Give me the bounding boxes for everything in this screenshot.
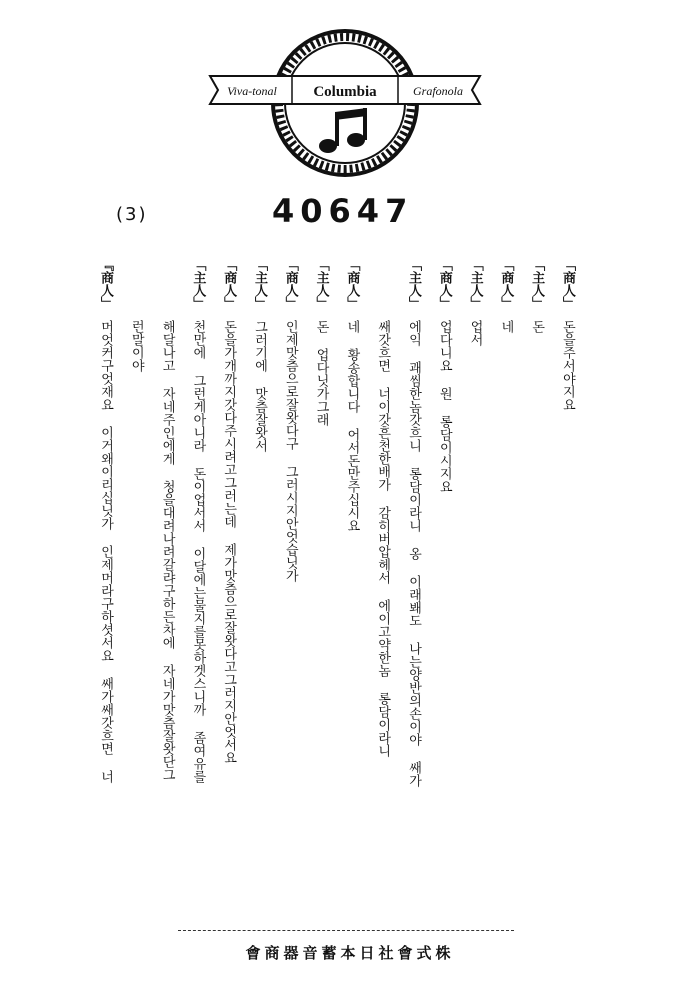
dialogue-text: 네 bbox=[498, 320, 514, 333]
footer-company-name: 會商器音蓄本日社會式株 bbox=[245, 944, 455, 962]
script-line bbox=[281, 258, 299, 918]
speaker-label: 「主人」 bbox=[190, 258, 206, 310]
speaker-label: 「主人」 bbox=[251, 258, 267, 310]
script-line bbox=[188, 258, 206, 918]
logo-right-text: Grafonola bbox=[412, 84, 464, 98]
speaker-label: 「主人」 bbox=[467, 258, 483, 310]
script-line bbox=[219, 258, 237, 918]
script-line bbox=[496, 258, 514, 918]
script-line bbox=[527, 258, 545, 918]
script-line bbox=[373, 258, 391, 918]
dialogue-text: 런말이야 bbox=[128, 320, 144, 372]
script-line bbox=[435, 258, 453, 918]
dialogue-text: 돈 bbox=[529, 320, 545, 333]
speaker-label: 「商人」 bbox=[498, 258, 514, 310]
speaker-label: 「商人」 bbox=[436, 258, 452, 310]
speaker-label: 「商人」 bbox=[559, 258, 575, 310]
speaker-label: 『商人」 bbox=[98, 258, 113, 310]
dialogue-text: 돈을가개까지갓다주시려고그러는데 제가맛츰으로잘왓다고그러지안엇서요 bbox=[221, 320, 237, 764]
logo-left-text: Viva-tonal bbox=[227, 84, 277, 98]
page-number: (3) bbox=[116, 204, 148, 225]
dialogue-text: 에익 괘씸한놈갓흐니 롱담이라니 옹 이래봬도 나는양반의손이야 쌔가 bbox=[405, 320, 421, 787]
dialogue-text: 돈 업다닛가그래 bbox=[313, 320, 329, 426]
script-line bbox=[558, 258, 576, 918]
dialogue-text: 머엇커구엇재요 이거왜이리십닛가 인제머라구하셧서요 쌔가쌔갓흐면 너 bbox=[98, 320, 113, 783]
dialogue-text: 그러기에 맛츰잘왓서 bbox=[251, 320, 267, 452]
dialogue-text: 쌔갓흐면 너이갓흔천한배가 감히버압헤서 에이고약한놈 롱담이라니 bbox=[375, 320, 391, 757]
dialogue-text: 돈을주서야지요 bbox=[559, 320, 575, 411]
speaker-label: 「商人」 bbox=[221, 258, 237, 310]
dialogue-text: 업서 bbox=[467, 320, 483, 346]
script-line bbox=[312, 258, 330, 918]
dialogue-text: 천만에 그런게아니라 돈이업서서 이달에는물지를못하겟스니까 좀여유를 bbox=[190, 320, 206, 783]
script-line bbox=[404, 258, 422, 918]
dialogue-text: 업다니요 원 롱담이시지요 bbox=[436, 320, 452, 493]
record-number: 40647 bbox=[272, 192, 414, 230]
script-line bbox=[342, 258, 360, 918]
speaker-label: 「主人」 bbox=[529, 258, 545, 310]
script-line bbox=[127, 258, 145, 918]
dialogue-text: 인제맛츰으로잘왓다구 그러시지안엇습닛가 bbox=[282, 320, 298, 582]
footer-divider bbox=[178, 930, 514, 931]
speaker-label: 「主人」 bbox=[313, 258, 329, 310]
logo-center-text: Columbia bbox=[313, 84, 377, 100]
speaker-label: 「主人」 bbox=[405, 258, 421, 310]
music-note-icon bbox=[319, 108, 367, 153]
dialogue-text: 해달나고 자네주인에게 청을대려나려갈랴구하든차에 자네가맛츰잘왓단그 bbox=[159, 320, 175, 781]
script-line bbox=[250, 258, 268, 918]
speaker-label: 「商人」 bbox=[344, 258, 360, 310]
dialogue-text: 네 황송합니다 어서돈만주십시요 bbox=[344, 320, 360, 532]
script-line bbox=[466, 258, 484, 918]
script-body bbox=[96, 258, 576, 918]
columbia-logo bbox=[200, 18, 490, 183]
script-line bbox=[96, 258, 114, 918]
speaker-label: 「商人」 bbox=[282, 258, 298, 310]
script-line bbox=[158, 258, 176, 918]
